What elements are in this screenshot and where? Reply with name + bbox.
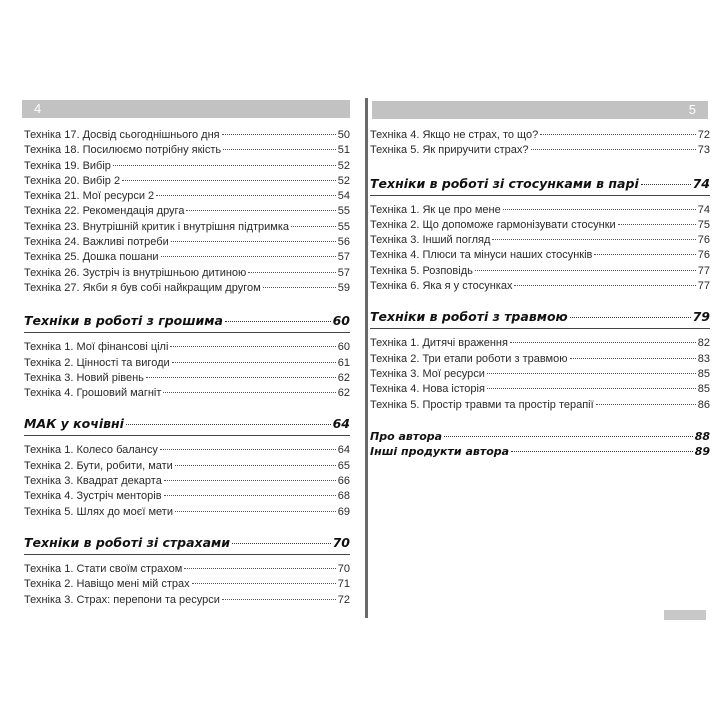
toc-entry: Техніка 1. Стати своїм страхом 70 <box>24 562 350 575</box>
other-products-entry: Інші продукти автора 89 <box>370 444 710 458</box>
toc-entry: Техніка 3. Страх: перепони та ресурси 72 <box>24 593 350 606</box>
section-heading: Техніки в роботі зі стосунками в парі 74 <box>370 175 710 191</box>
right-toc <box>370 128 710 459</box>
toc-entry: Техніка 1. Як це про мене 74 <box>370 203 710 216</box>
toc-entry: Техніка 1. Колесо балансу 64 <box>24 444 350 457</box>
book-binding <box>365 98 368 618</box>
toc-entry: Техніка 4. Грошовий магніт 62 <box>24 387 350 400</box>
section-heading: Техніки в роботі зі страхами 70 <box>24 534 350 550</box>
toc-entry: Техніка 26. Зустріч із внутрішньою дитиною 57 <box>24 266 350 279</box>
section-heading: МАК у кочівні 64 <box>24 416 350 432</box>
toc-entry: Техніка 5. Як приручити страх? 73 <box>370 144 710 157</box>
toc-entry: Техніка 3. Квадрат декарта 66 <box>24 475 350 488</box>
toc-entry: Техніка 5. Простір травми та простір терапії 86 <box>370 398 710 411</box>
toc-entry: Техніка 3. Мої ресурси 85 <box>370 367 710 380</box>
toc-entry: Техніка 27. Якби я був собі найкращим другом 59 <box>24 281 350 294</box>
toc-entry: Техніка 23. Внутрішній критик і внутрішня підтримка 55 <box>24 220 350 233</box>
section-rule <box>24 435 350 436</box>
toc-entry: Техніка 2. Що допоможе гармонізувати стосунки 75 <box>370 218 710 231</box>
toc-entry: Техніка 5. Розповідь 77 <box>370 264 710 277</box>
toc-entry: Техніка 17. Досвід сьогоднішнього дня 50 <box>24 129 350 141</box>
toc-entry: Техніка 2. Навіщо мені мій страх 71 <box>24 578 350 591</box>
right-page-number: 5 <box>372 101 708 119</box>
toc-entry: Техніка 18. Посилюємо потрібну якість 51 <box>24 144 350 157</box>
section-rule <box>24 332 350 333</box>
left-page-number: 4 <box>22 100 350 118</box>
toc-entry: Техніка 22. Рекомендація друга 55 <box>24 205 350 218</box>
toc-entry: Техніка 2. Цінності та вигоди 61 <box>24 356 350 369</box>
left-page <box>24 96 350 626</box>
toc-entry: Техніка 6. Яка я у стосунках 77 <box>370 280 710 293</box>
toc-entry: Техніка 3. Новий рівень 62 <box>24 371 350 384</box>
toc-entry: Техніка 4. Зустріч менторів 68 <box>24 490 350 503</box>
toc-entry: Техніка 1. Мої фінансові цілі 60 <box>24 341 350 354</box>
toc-entry: Техніка 2. Три етапи роботи з травмою 83 <box>370 352 710 365</box>
right-page <box>370 96 710 626</box>
toc-entry: Техніка 1. Дитячі враження 82 <box>370 337 710 350</box>
toc-entry: Техніка 4. Плюси та мінуси наших стосунків 76 <box>370 249 710 262</box>
section-rule <box>24 554 350 555</box>
toc-entry: Техніка 19. Вибір 52 <box>24 159 350 172</box>
toc-entry: Техніка 4. Нова історія 85 <box>370 383 710 396</box>
section-rule <box>370 328 710 329</box>
section-rule <box>370 195 710 196</box>
section-heading: Техніки в роботі з травмою 79 <box>370 309 710 325</box>
toc-entry: Техніка 2. Бути, робити, мати 65 <box>24 459 350 472</box>
toc-entry: Техніка 21. Мої ресурси 2 54 <box>24 190 350 203</box>
toc-entry: Техніка 25. Дошка пошани 57 <box>24 251 350 264</box>
toc-entry: Техніка 24. Важливі потреби 56 <box>24 236 350 249</box>
toc-entry: Техніка 4. Якщо не страх, то що? 72 <box>370 129 710 141</box>
section-heading: Техніки в роботі з грошима 60 <box>24 313 350 329</box>
toc-entry: Техніка 20. Вибір 2 52 <box>24 174 350 187</box>
toc-entry: Техніка 3. Інший погляд 76 <box>370 234 710 247</box>
left-toc <box>24 128 350 608</box>
about-author-entry: Про автора 88 <box>370 429 710 443</box>
toc-entry: Техніка 5. Шлях до моєї мети 69 <box>24 505 350 518</box>
